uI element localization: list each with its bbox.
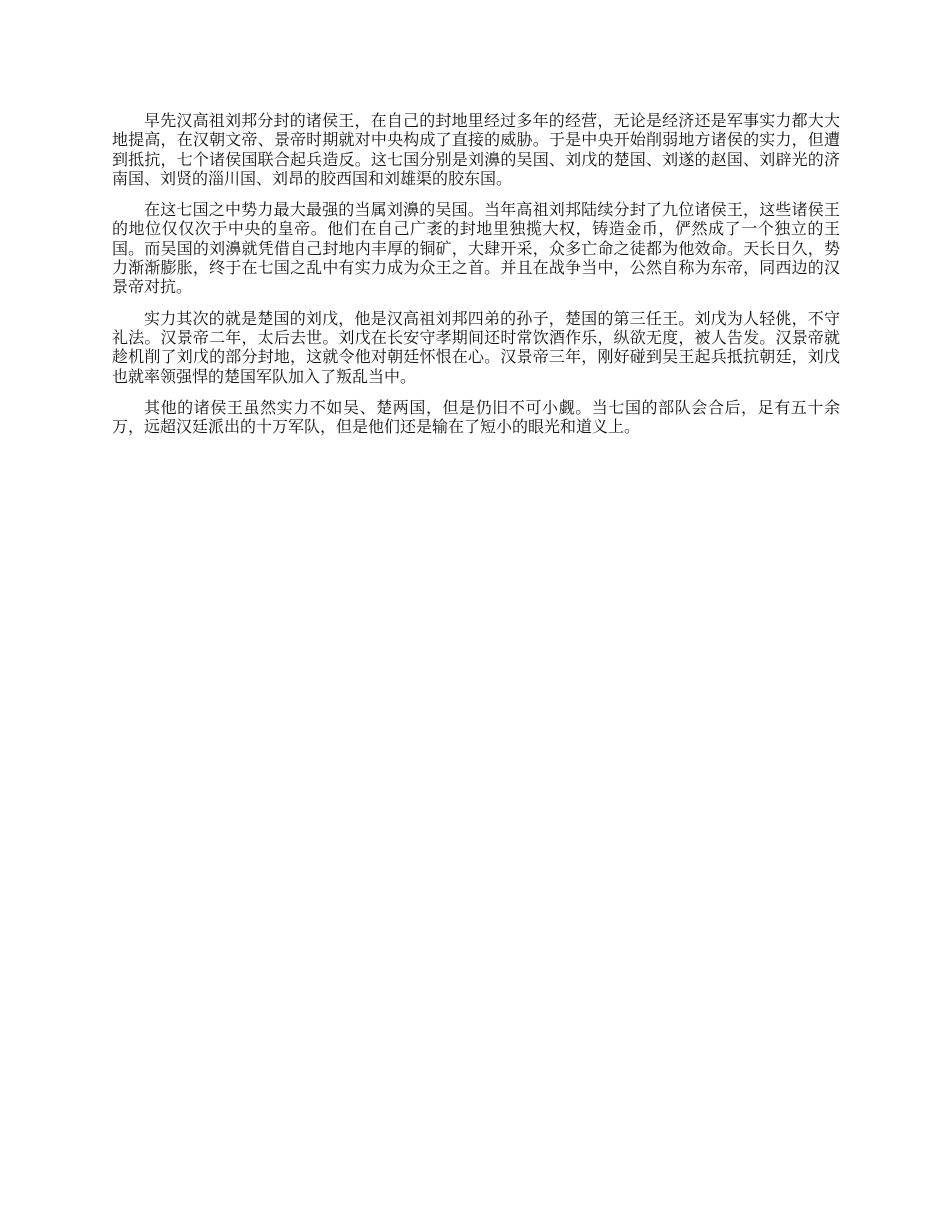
paragraph: 实力其次的就是楚国的刘戊，他是汉高祖刘邦四弟的孙子，楚国的第三任王。刘戊为人轻佻，不守礼法。汉景帝二年，太后去世。刘戊在长安守孝期间还时常饮酒作乐，纵欲无度，被人告发。汉景帝就趁机削了刘戊的部分封地，这就令他对朝廷怀恨在心。汉景帝三年，刚好碰到吴王起兵抵抗朝廷，刘戊也就率领强悍的楚国军队加入了叛乱当中。: [112, 308, 840, 386]
document-body: [112, 111, 840, 448]
paragraph: 在这七国之中势力最大最强的当属刘濞的吴国。当年高祖刘邦陆续分封了九位诸侯王，这些诸侯王的地位仅仅次于中央的皇帝。他们在自己广袤的封地里独揽大权，铸造金币，俨然成了一个独立的王国。而吴国的刘濞就凭借自己封地内丰厚的铜矿，大肆开采，众多亡命之徒都为他效命。天长日久，势力渐渐膨胀，终于在七国之乱中有实力成为众王之首。并且在战争当中，公然自称为东帝，同西边的汉景帝对抗。: [112, 200, 840, 297]
paragraph: 其他的诸侯王虽然实力不如吴、楚两国，但是仍旧不可小觑。当七国的部队会合后，足有五十余万，远超汉廷派出的十万军队，但是他们还是输在了短小的眼光和道义上。: [112, 397, 840, 437]
paragraph: 早先汉高祖刘邦分封的诸侯王，在自己的封地里经过多年的经营，无论是经济还是军事实力都大大地提高，在汉朝文帝、景帝时期就对中央构成了直接的威胁。于是中央开始削弱地方诸侯的实力，但遭到抵抗，七个诸侯国联合起兵造反。这七国分别是刘濞的吴国、刘戊的楚国、刘遂的赵国、刘辟光的济南国、刘贤的淄川国、刘昂的胶西国和刘雄渠的胶东国。: [112, 111, 840, 188]
